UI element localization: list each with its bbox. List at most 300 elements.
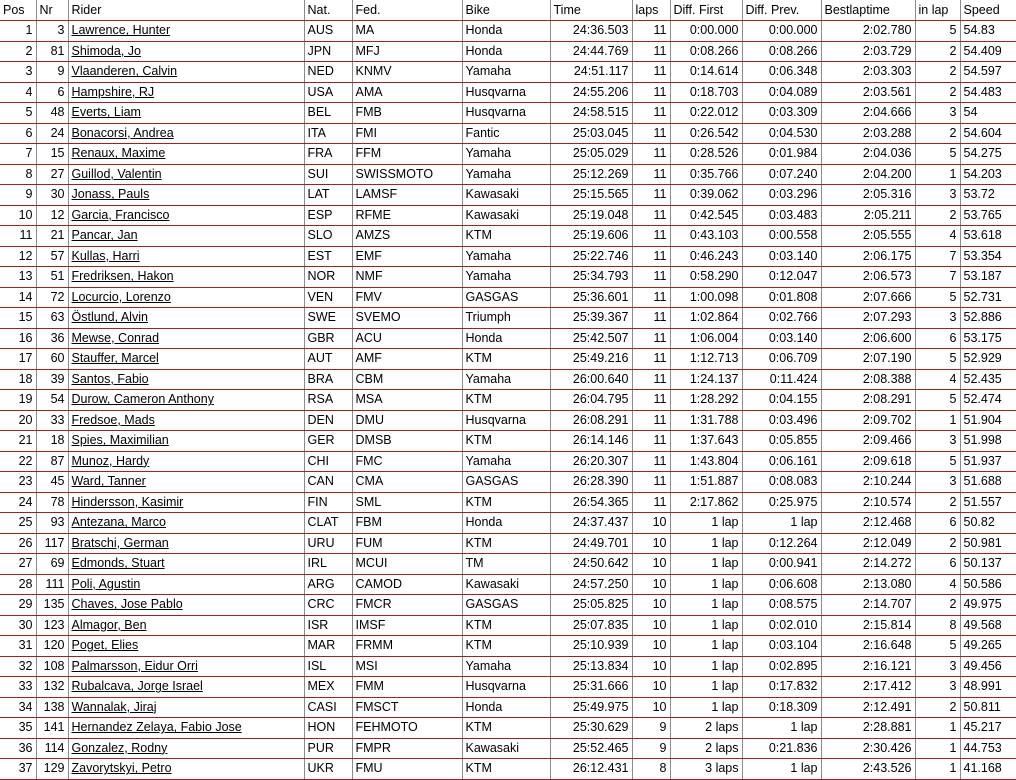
cell-speed: 54.275: [960, 144, 1016, 165]
cell-rider: [68, 451, 304, 472]
cell-pos: 26: [0, 533, 36, 554]
cell-in-lap: 3: [915, 308, 960, 329]
cell-nat: HON: [304, 718, 352, 739]
rider-link[interactable]: Shimoda, Jo: [71, 43, 141, 58]
cell-time: 26:04.795: [550, 390, 632, 411]
cell-diff-first: 0:58.290: [670, 267, 742, 288]
cell-fed: FMB: [352, 103, 462, 124]
cell-diff-prev: 0:04.530: [742, 123, 821, 144]
cell-nat: VEN: [304, 287, 352, 308]
cell-speed: 53.72: [960, 185, 1016, 206]
cell-bestlaptime: 2:15.814: [821, 615, 915, 636]
cell-nr: 123: [36, 615, 68, 636]
cell-nr: 39: [36, 369, 68, 390]
cell-time: 24:49.701: [550, 533, 632, 554]
cell-time: 24:51.117: [550, 62, 632, 83]
rider-link[interactable]: Durow, Cameron Anthony: [71, 392, 214, 407]
cell-fed: KNMV: [352, 62, 462, 83]
cell-diff-first: 1 lap: [670, 656, 742, 677]
cell-time: 25:49.975: [550, 697, 632, 718]
rider-link[interactable]: Poget, Elies: [71, 638, 139, 653]
cell-bike: GASGAS: [462, 287, 550, 308]
cell-diff-first: 0:22.012: [670, 103, 742, 124]
rider-link[interactable]: Chaves, Jose Pablo: [71, 597, 183, 612]
cell-nr: 78: [36, 492, 68, 513]
cell-nat: CAN: [304, 472, 352, 493]
cell-diff-first: 1:31.788: [670, 410, 742, 431]
cell-fed: CAMOD: [352, 574, 462, 595]
cell-bike: Husqvarna: [462, 410, 550, 431]
cell-diff-first: 2:17.862: [670, 492, 742, 513]
cell-speed: 54.597: [960, 62, 1016, 83]
cell-fed: RFME: [352, 205, 462, 226]
cell-nat: CASI: [304, 697, 352, 718]
cell-pos: 4: [0, 82, 36, 103]
header-bike: Bike: [462, 0, 550, 21]
cell-laps: 11: [632, 21, 670, 42]
cell-rider: [68, 390, 304, 411]
cell-pos: 22: [0, 451, 36, 472]
cell-nat: UKR: [304, 759, 352, 780]
cell-diff-first: 2 laps: [670, 718, 742, 739]
cell-pos: 18: [0, 369, 36, 390]
rider-link[interactable]: Santos, Fabio: [71, 371, 149, 386]
cell-nat: ESP: [304, 205, 352, 226]
cell-bestlaptime: 2:03.303: [821, 62, 915, 83]
cell-diff-prev: 0:08.266: [742, 41, 821, 62]
cell-fed: CBM: [352, 369, 462, 390]
cell-pos: 35: [0, 718, 36, 739]
cell-rider: [68, 349, 304, 370]
cell-laps: 10: [632, 513, 670, 534]
cell-diff-first: 2 laps: [670, 738, 742, 759]
cell-time: 25:07.835: [550, 615, 632, 636]
cell-pos: 27: [0, 554, 36, 575]
cell-laps: 10: [632, 697, 670, 718]
cell-bestlaptime: 2:09.466: [821, 431, 915, 452]
cell-nr: 69: [36, 554, 68, 575]
cell-laps: 11: [632, 144, 670, 165]
cell-in-lap: 3: [915, 431, 960, 452]
cell-bestlaptime: 2:12.049: [821, 533, 915, 554]
cell-speed: 53.765: [960, 205, 1016, 226]
cell-rider: [68, 226, 304, 247]
table-row: [0, 328, 1016, 349]
cell-speed: 50.137: [960, 554, 1016, 575]
cell-diff-prev: 0:06.709: [742, 349, 821, 370]
rider-link[interactable]: Guillod, Valentin: [71, 166, 162, 181]
cell-laps: 11: [632, 267, 670, 288]
cell-pos: 16: [0, 328, 36, 349]
cell-pos: 32: [0, 656, 36, 677]
cell-nat: FIN: [304, 492, 352, 513]
rider-link[interactable]: Kullas, Harri: [71, 248, 140, 263]
rider-link[interactable]: Palmarsson, Eidur Orri: [71, 658, 198, 673]
cell-speed: 52.731: [960, 287, 1016, 308]
cell-diff-prev: 0:03.104: [742, 636, 821, 657]
cell-rider: [68, 287, 304, 308]
cell-speed: 52.929: [960, 349, 1016, 370]
rider-link[interactable]: Hernandez Zelaya, Fabio Jose: [71, 720, 242, 735]
cell-time: 24:50.642: [550, 554, 632, 575]
cell-nat: NOR: [304, 267, 352, 288]
cell-bike: GASGAS: [462, 595, 550, 616]
cell-in-lap: 4: [915, 369, 960, 390]
cell-bike: Kawasaki: [462, 738, 550, 759]
cell-bestlaptime: 2:04.666: [821, 103, 915, 124]
cell-diff-prev: 0:18.309: [742, 697, 821, 718]
rider-link[interactable]: Bonacorsi, Andrea: [71, 125, 174, 140]
cell-nat: ISR: [304, 615, 352, 636]
cell-laps: 10: [632, 595, 670, 616]
cell-fed: MCUI: [352, 554, 462, 575]
cell-in-lap: 3: [915, 185, 960, 206]
cell-time: 25:34.793: [550, 267, 632, 288]
cell-rider: [68, 246, 304, 267]
table-row: [0, 185, 1016, 206]
table-row: [0, 513, 1016, 534]
cell-laps: 9: [632, 738, 670, 759]
rider-link[interactable]: Fredriksen, Hakon: [71, 269, 174, 284]
rider-link[interactable]: Ward, Tanner: [71, 474, 146, 489]
cell-in-lap: 5: [915, 636, 960, 657]
cell-nr: 30: [36, 185, 68, 206]
table-row: [0, 164, 1016, 185]
cell-rider: [68, 533, 304, 554]
cell-pos: 37: [0, 759, 36, 780]
cell-bike: Honda: [462, 41, 550, 62]
rider-link[interactable]: Östlund, Alvin: [71, 310, 148, 325]
header-fed: Fed.: [352, 0, 462, 21]
cell-nat: CLAT: [304, 513, 352, 534]
cell-nr: 57: [36, 246, 68, 267]
table-row: [0, 595, 1016, 616]
cell-in-lap: 3: [915, 472, 960, 493]
table-row: [0, 144, 1016, 165]
table-row: [0, 718, 1016, 739]
cell-time: 25:42.507: [550, 328, 632, 349]
header-bestlaptime: Bestlaptime: [821, 0, 915, 21]
cell-in-lap: 3: [915, 656, 960, 677]
cell-nat: IRL: [304, 554, 352, 575]
cell-diff-prev: 0:03.496: [742, 410, 821, 431]
table-row: [0, 738, 1016, 759]
cell-speed: 54: [960, 103, 1016, 124]
cell-bestlaptime: 2:07.293: [821, 308, 915, 329]
cell-bestlaptime: 2:07.666: [821, 287, 915, 308]
cell-speed: 45.217: [960, 718, 1016, 739]
header-diff-first: Diff. First: [670, 0, 742, 21]
cell-bestlaptime: 2:10.244: [821, 472, 915, 493]
cell-nr: 141: [36, 718, 68, 739]
cell-pos: 13: [0, 267, 36, 288]
cell-nat: ITA: [304, 123, 352, 144]
cell-nr: 21: [36, 226, 68, 247]
rider-link[interactable]: Pancar, Jan: [71, 228, 138, 243]
cell-fed: FRMM: [352, 636, 462, 657]
cell-nr: 15: [36, 144, 68, 165]
cell-bestlaptime: 2:06.600: [821, 328, 915, 349]
cell-fed: DMU: [352, 410, 462, 431]
header-speed: Speed: [960, 0, 1016, 21]
cell-bestlaptime: 2:10.574: [821, 492, 915, 513]
header-in-lap: in lap: [915, 0, 960, 21]
cell-nat: USA: [304, 82, 352, 103]
cell-diff-prev: 0:04.089: [742, 82, 821, 103]
cell-nat: BEL: [304, 103, 352, 124]
cell-laps: 11: [632, 369, 670, 390]
cell-pos: 14: [0, 287, 36, 308]
cell-in-lap: 2: [915, 205, 960, 226]
cell-nr: 135: [36, 595, 68, 616]
cell-speed: 44.753: [960, 738, 1016, 759]
cell-speed: 54.203: [960, 164, 1016, 185]
rider-link[interactable]: Hindersson, Kasimir: [71, 494, 184, 509]
cell-time: 25:31.666: [550, 677, 632, 698]
rider-link[interactable]: Lawrence, Hunter: [71, 23, 171, 38]
cell-nr: 111: [36, 574, 68, 595]
rider-link[interactable]: Antezana, Marco: [71, 515, 166, 530]
cell-diff-prev: 0:25.975: [742, 492, 821, 513]
cell-laps: 11: [632, 287, 670, 308]
cell-pos: 30: [0, 615, 36, 636]
table-row: [0, 677, 1016, 698]
rider-link[interactable]: Jonass, Pauls: [71, 187, 150, 202]
cell-in-lap: 1: [915, 738, 960, 759]
cell-laps: 11: [632, 41, 670, 62]
table-row: [0, 390, 1016, 411]
rider-link[interactable]: Edmonds, Stuart: [71, 556, 165, 571]
cell-diff-first: 0:46.243: [670, 246, 742, 267]
cell-speed: 52.435: [960, 369, 1016, 390]
cell-diff-first: 0:18.703: [670, 82, 742, 103]
cell-diff-prev: 0:12.047: [742, 267, 821, 288]
cell-nat: CRC: [304, 595, 352, 616]
cell-fed: FEHMOTO: [352, 718, 462, 739]
cell-nat: GER: [304, 431, 352, 452]
cell-diff-first: 0:43.103: [670, 226, 742, 247]
rider-link[interactable]: Locurcio, Lorenzo: [71, 289, 171, 304]
rider-link[interactable]: Mewse, Conrad: [71, 330, 160, 345]
cell-pos: 36: [0, 738, 36, 759]
table-row: [0, 308, 1016, 329]
cell-rider: [68, 41, 304, 62]
cell-fed: FBM: [352, 513, 462, 534]
cell-pos: 19: [0, 390, 36, 411]
cell-bike: Honda: [462, 697, 550, 718]
cell-nat: CHI: [304, 451, 352, 472]
rider-link[interactable]: Fredsoe, Mads: [71, 412, 155, 427]
cell-bestlaptime: 2:06.573: [821, 267, 915, 288]
cell-diff-prev: 0:12.264: [742, 533, 821, 554]
rider-link[interactable]: Munoz, Hardy: [71, 453, 150, 468]
cell-in-lap: 2: [915, 123, 960, 144]
cell-diff-first: 0:14.614: [670, 62, 742, 83]
cell-speed: 50.586: [960, 574, 1016, 595]
cell-diff-first: 1 lap: [670, 513, 742, 534]
cell-laps: 11: [632, 123, 670, 144]
table-row: [0, 349, 1016, 370]
cell-bestlaptime: 2:02.780: [821, 21, 915, 42]
table-row: [0, 103, 1016, 124]
cell-rider: [68, 185, 304, 206]
table-row: [0, 615, 1016, 636]
cell-diff-first: 0:28.526: [670, 144, 742, 165]
cell-laps: 11: [632, 451, 670, 472]
cell-rider: [68, 62, 304, 83]
cell-laps: 11: [632, 492, 670, 513]
rider-link[interactable]: Zavorytskyi, Petro: [71, 761, 172, 776]
cell-diff-prev: 0:00.941: [742, 554, 821, 575]
cell-nr: 36: [36, 328, 68, 349]
cell-bestlaptime: 2:07.190: [821, 349, 915, 370]
cell-rider: [68, 431, 304, 452]
cell-laps: 11: [632, 205, 670, 226]
cell-time: 25:13.834: [550, 656, 632, 677]
cell-rider: [68, 759, 304, 780]
table-row: [0, 410, 1016, 431]
cell-speed: 53.618: [960, 226, 1016, 247]
rider-link[interactable]: Almagor, Ben: [71, 617, 147, 632]
cell-bestlaptime: 2:03.729: [821, 41, 915, 62]
results-body: [0, 21, 1016, 780]
table-row: [0, 287, 1016, 308]
cell-bike: Triumph: [462, 308, 550, 329]
cell-laps: 10: [632, 615, 670, 636]
cell-nr: 12: [36, 205, 68, 226]
cell-bike: KTM: [462, 349, 550, 370]
cell-laps: 11: [632, 390, 670, 411]
cell-bestlaptime: 2:13.080: [821, 574, 915, 595]
cell-diff-prev: 0:08.575: [742, 595, 821, 616]
cell-diff-first: 1:00.098: [670, 287, 742, 308]
cell-pos: 20: [0, 410, 36, 431]
cell-time: 25:03.045: [550, 123, 632, 144]
rider-link[interactable]: Vlaanderen, Calvin: [71, 64, 178, 79]
cell-bestlaptime: 2:16.648: [821, 636, 915, 657]
cell-bike: KTM: [462, 492, 550, 513]
cell-bike: Yamaha: [462, 656, 550, 677]
cell-rider: [68, 308, 304, 329]
table-row: [0, 62, 1016, 83]
cell-fed: FMC: [352, 451, 462, 472]
cell-speed: 54.409: [960, 41, 1016, 62]
cell-pos: 31: [0, 636, 36, 657]
cell-nat: MAR: [304, 636, 352, 657]
cell-speed: 53.187: [960, 267, 1016, 288]
cell-time: 25:19.048: [550, 205, 632, 226]
cell-fed: IMSF: [352, 615, 462, 636]
rider-link[interactable]: Stauffer, Marcel: [71, 351, 159, 366]
cell-rider: [68, 164, 304, 185]
rider-link[interactable]: Gonzalez, Rodny: [71, 740, 168, 755]
cell-nr: 27: [36, 164, 68, 185]
table-row: [0, 492, 1016, 513]
cell-pos: 6: [0, 123, 36, 144]
cell-time: 26:00.640: [550, 369, 632, 390]
cell-speed: 50.811: [960, 697, 1016, 718]
cell-in-lap: 5: [915, 390, 960, 411]
cell-laps: 10: [632, 656, 670, 677]
cell-pos: 10: [0, 205, 36, 226]
header-pos: Pos: [0, 0, 36, 21]
cell-nr: 93: [36, 513, 68, 534]
rider-link[interactable]: Everts, Liam: [71, 105, 141, 120]
cell-in-lap: 1: [915, 164, 960, 185]
cell-nr: 54: [36, 390, 68, 411]
cell-bestlaptime: 2:28.881: [821, 718, 915, 739]
cell-in-lap: 4: [915, 226, 960, 247]
cell-bestlaptime: 2:14.272: [821, 554, 915, 575]
cell-speed: 54.483: [960, 82, 1016, 103]
cell-pos: 1: [0, 21, 36, 42]
cell-nr: 138: [36, 697, 68, 718]
cell-nat: SUI: [304, 164, 352, 185]
table-row: [0, 759, 1016, 780]
cell-diff-prev: 0:00.558: [742, 226, 821, 247]
cell-bike: TM: [462, 554, 550, 575]
header-time: Time: [550, 0, 632, 21]
cell-nr: 33: [36, 410, 68, 431]
cell-laps: 10: [632, 533, 670, 554]
cell-pos: 3: [0, 62, 36, 83]
rider-link[interactable]: Hampshire, RJ: [71, 84, 155, 99]
cell-diff-prev: 0:02.766: [742, 308, 821, 329]
rider-link[interactable]: Wannalak, Jiraj: [71, 699, 157, 714]
cell-diff-prev: 0:06.161: [742, 451, 821, 472]
rider-link[interactable]: Garcia, Francisco: [71, 207, 170, 222]
cell-time: 25:10.939: [550, 636, 632, 657]
cell-laps: 10: [632, 677, 670, 698]
cell-nr: 81: [36, 41, 68, 62]
cell-speed: 41.168: [960, 759, 1016, 780]
cell-speed: 51.904: [960, 410, 1016, 431]
rider-link[interactable]: Spies, Maximilian: [71, 433, 169, 448]
cell-speed: 52.886: [960, 308, 1016, 329]
cell-bike: Husqvarna: [462, 82, 550, 103]
cell-diff-prev: 0:21.836: [742, 738, 821, 759]
cell-bike: KTM: [462, 759, 550, 780]
cell-pos: 33: [0, 677, 36, 698]
cell-diff-prev: 0:07.240: [742, 164, 821, 185]
cell-pos: 24: [0, 492, 36, 513]
cell-time: 24:37.437: [550, 513, 632, 534]
cell-diff-first: 1:06.004: [670, 328, 742, 349]
header-laps: laps: [632, 0, 670, 21]
cell-bestlaptime: 2:06.175: [821, 246, 915, 267]
table-row: [0, 431, 1016, 452]
rider-link[interactable]: Bratschi, German: [71, 535, 169, 550]
cell-rider: [68, 656, 304, 677]
cell-speed: 49.456: [960, 656, 1016, 677]
cell-nat: SLO: [304, 226, 352, 247]
cell-diff-first: 1:28.292: [670, 390, 742, 411]
cell-fed: FMM: [352, 677, 462, 698]
rider-link[interactable]: Poli, Agustin: [71, 576, 141, 591]
rider-link[interactable]: Renaux, Maxime: [71, 146, 166, 161]
cell-speed: 49.568: [960, 615, 1016, 636]
table-row: [0, 21, 1016, 42]
cell-diff-prev: 1 lap: [742, 759, 821, 780]
cell-bike: Honda: [462, 21, 550, 42]
table-row: [0, 533, 1016, 554]
cell-fed: FFM: [352, 144, 462, 165]
cell-nr: 60: [36, 349, 68, 370]
cell-laps: 11: [632, 328, 670, 349]
rider-link[interactable]: Rubalcava, Jorge Israel: [71, 679, 203, 694]
cell-diff-first: 1 lap: [670, 533, 742, 554]
cell-nat: DEN: [304, 410, 352, 431]
